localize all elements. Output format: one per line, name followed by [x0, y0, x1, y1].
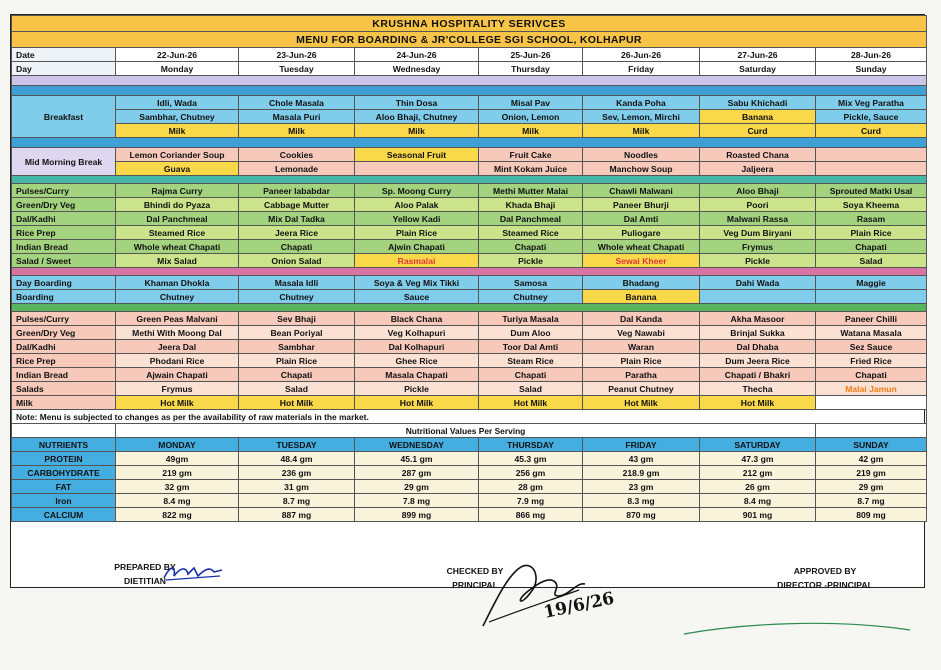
dinner-item: Ajwain Chapati — [116, 368, 239, 382]
dinner-label: Salads — [12, 382, 116, 396]
breakfast-item: Thin Dosa — [355, 96, 479, 110]
dinner-item — [816, 396, 927, 410]
date-cell: 24-Jun-26 — [355, 48, 479, 62]
nutrition-title-row — [12, 424, 927, 438]
breakfast-row — [12, 110, 927, 124]
lunch-item: Salad — [816, 254, 927, 268]
nutrient-value: 809 mg — [816, 508, 927, 522]
breakfast-item: Masala Puri — [239, 110, 355, 124]
nutrient-value: 7.9 mg — [479, 494, 583, 508]
lunch-row — [12, 240, 927, 254]
org-title: KRUSHNA HOSPITALITY SERIVCES — [12, 16, 927, 32]
lunch-item: Sp. Moong Curry — [355, 184, 479, 198]
lunch-item: Cabbage Mutter — [239, 198, 355, 212]
boarding-item: Masala Idli — [239, 276, 355, 290]
dinner-item: Chapati — [479, 368, 583, 382]
director-signature — [680, 600, 920, 650]
lunch-item: Malwani Rassa — [700, 212, 816, 226]
mid-morning-item: Jaljeera — [700, 162, 816, 176]
lunch-label: Dal/Kadhi — [12, 212, 116, 226]
dinner-item: Steam Rice — [479, 354, 583, 368]
breakfast-item: Milk — [116, 124, 239, 138]
nutrition-day: SUNDAY — [816, 438, 927, 452]
nutrient-value: 47.3 gm — [700, 452, 816, 466]
date-cell: 28-Jun-26 — [816, 48, 927, 62]
nutrient-value: 29 gm — [355, 480, 479, 494]
mid-morning-row — [12, 148, 927, 162]
dinner-item: Hot Milk — [116, 396, 239, 410]
mid-morning-item — [816, 162, 927, 176]
dinner-item: Fried Rice — [816, 354, 927, 368]
blue-separator — [12, 86, 927, 96]
day-cell: Saturday — [700, 62, 816, 76]
lunch-item: Chapati — [239, 240, 355, 254]
dinner-label: Indian Bread — [12, 368, 116, 382]
lunch-item: Onion Salad — [239, 254, 355, 268]
breakfast-item: Pickle, Sauce — [816, 110, 927, 124]
nutrient-value: 287 gm — [355, 466, 479, 480]
boarding-item: Chutney — [479, 290, 583, 304]
mid-morning-item: Manchow Soup — [583, 162, 700, 176]
dietitian-signature — [160, 560, 230, 584]
nutrient-value: 212 gm — [700, 466, 816, 480]
lunch-item: Aloo Bhaji — [700, 184, 816, 198]
lunch-item: Chapati — [479, 240, 583, 254]
breakfast-item: Sambhar, Chutney — [116, 110, 239, 124]
lunch-item: Poori — [700, 198, 816, 212]
dinner-item: Sambhar — [239, 340, 355, 354]
mid-morning-item: Lemon Coriander Soup — [116, 148, 239, 162]
nutrition-title: Nutritional Values Per Serving — [116, 424, 816, 438]
dinner-label: Milk — [12, 396, 116, 410]
breakfast-item: Milk — [239, 124, 355, 138]
day-cell: Friday — [583, 62, 700, 76]
breakfast-item: Curd — [700, 124, 816, 138]
dinner-item: Plain Rice — [583, 354, 700, 368]
day-cell: Monday — [116, 62, 239, 76]
breakfast-row — [12, 124, 927, 138]
dinner-item: Dum Jeera Rice — [700, 354, 816, 368]
lunch-row — [12, 226, 927, 240]
menu-title: MENU FOR BOARDING & JR'COLLEGE SGI SCHOOL, KOLHAPUR — [12, 32, 927, 48]
approved-by — [770, 564, 880, 592]
lunch-row — [12, 184, 927, 198]
lunch-item: Rasam — [816, 212, 927, 226]
dinner-label: Rice Prep — [12, 354, 116, 368]
dinner-item: Chapati — [239, 368, 355, 382]
mid-morning-row — [12, 162, 927, 176]
breakfast-item: Aloo Bhaji, Chutney — [355, 110, 479, 124]
dinner-item: Jeera Dal — [116, 340, 239, 354]
pink-separator — [12, 268, 927, 276]
lunch-item: Yellow Kadi — [355, 212, 479, 226]
nutrient-value: 23 gm — [583, 480, 700, 494]
nutrient-value: 45.1 gm — [355, 452, 479, 466]
boarding-item: Chutney — [116, 290, 239, 304]
breakfast-item: Milk — [583, 124, 700, 138]
checked-by-role: PRINCIPAL — [452, 580, 498, 590]
lunch-item: Paneer Bhurji — [583, 198, 700, 212]
day-cell: Sunday — [816, 62, 927, 76]
lunch-item: Pickle — [700, 254, 816, 268]
date-cell: 23-Jun-26 — [239, 48, 355, 62]
breakfast-item: Curd — [816, 124, 927, 138]
nutrition-spacer — [816, 424, 927, 438]
nutrition-day: WEDNESDAY — [355, 438, 479, 452]
nutrition-spacer — [12, 424, 116, 438]
lunch-item: Bhindi do Pyaza — [116, 198, 239, 212]
lunch-item: Dal Panchmeal — [116, 212, 239, 226]
approved-by-role: DIRECTOR -PRINCIPAL — [777, 580, 873, 590]
nutrient-value: 42 gm — [816, 452, 927, 466]
mid-morning-label: Mid Morning Break — [12, 148, 116, 176]
dinner-label: Green/Dry Veg — [12, 326, 116, 340]
lunch-item: Veg Dum Biryani — [700, 226, 816, 240]
mid-morning-item: Guava — [116, 162, 239, 176]
nutrient-value: 866 mg — [479, 508, 583, 522]
boarding-item: Samosa — [479, 276, 583, 290]
lunch-row — [12, 254, 927, 268]
nutrient-value: 26 gm — [700, 480, 816, 494]
dinner-item: Waran — [583, 340, 700, 354]
nutrient-value: 7.8 mg — [355, 494, 479, 508]
dinner-item: Paratha — [583, 368, 700, 382]
breakfast-item: Chole Masala — [239, 96, 355, 110]
separator-row — [12, 268, 927, 276]
blue-separator — [12, 138, 927, 148]
breakfast-item: Sev, Lemon, Mirchi — [583, 110, 700, 124]
nutrient-value: 8.4 mg — [116, 494, 239, 508]
nutrient-name: CALCIUM — [12, 508, 116, 522]
date-cell: 27-Jun-26 — [700, 48, 816, 62]
lunch-item: Sprouted Matki Usal — [816, 184, 927, 198]
dinner-row — [12, 340, 927, 354]
dinner-item: Paneer Chilli — [816, 312, 927, 326]
mid-morning-item: Fruit Cake — [479, 148, 583, 162]
approved-by-label: APPROVED BY — [793, 566, 857, 576]
lunch-item: Sewai Kheer — [583, 254, 700, 268]
dinner-item: Bean Poriyal — [239, 326, 355, 340]
lunch-label: Indian Bread — [12, 240, 116, 254]
boarding-item: Khaman Dhokla — [116, 276, 239, 290]
breakfast-item: Idli, Wada — [116, 96, 239, 110]
dinner-item: Hot Milk — [479, 396, 583, 410]
dinner-item: Toor Dal Amti — [479, 340, 583, 354]
dinner-item: Sev Bhaji — [239, 312, 355, 326]
dinner-item: Veg Kolhapuri — [355, 326, 479, 340]
dinner-item: Hot Milk — [355, 396, 479, 410]
lunch-item: Rasmalai — [355, 254, 479, 268]
nutrient-value: 870 mg — [583, 508, 700, 522]
lavender-separator — [12, 76, 927, 86]
nutrition-day: TUESDAY — [239, 438, 355, 452]
dinner-item: Hot Milk — [700, 396, 816, 410]
lunch-item: Rajma Curry — [116, 184, 239, 198]
nutrient-value: 8.7 mg — [239, 494, 355, 508]
dinner-item: Methi With Moong Dal — [116, 326, 239, 340]
dinner-item: Hot Milk — [583, 396, 700, 410]
menu-note: Note: Menu is subjected to changes as per the availability of raw materials in the market. — [12, 410, 927, 424]
lunch-item: Plain Rice — [355, 226, 479, 240]
nutrient-value: 49gm — [116, 452, 239, 466]
nutrition-day: SATURDAY — [700, 438, 816, 452]
dinner-row — [12, 312, 927, 326]
nutrient-value: 219 gm — [816, 466, 927, 480]
dinner-item: Dal Kolhapuri — [355, 340, 479, 354]
lunch-item: Mix Salad — [116, 254, 239, 268]
boarding-item: Maggie — [816, 276, 927, 290]
dinner-item: Green Peas Malvani — [116, 312, 239, 326]
breakfast-item: Kanda Poha — [583, 96, 700, 110]
separator-row — [12, 138, 927, 148]
mid-morning-item: Seasonal Fruit — [355, 148, 479, 162]
boarding-label: Day Boarding — [12, 276, 116, 290]
boarding-row — [12, 276, 927, 290]
nutrient-name: FAT — [12, 480, 116, 494]
day-cell: Tuesday — [239, 62, 355, 76]
breakfast-item: Onion, Lemon — [479, 110, 583, 124]
nutrient-value: 822 mg — [116, 508, 239, 522]
nutrition-day: THURSDAY — [479, 438, 583, 452]
title-row — [12, 32, 927, 48]
dinner-row — [12, 396, 927, 410]
separator-row — [12, 86, 927, 96]
boarding-item: Banana — [583, 290, 700, 304]
dinner-item: Frymus — [116, 382, 239, 396]
lunch-label: Rice Prep — [12, 226, 116, 240]
nutrient-value: 8.7 mg — [816, 494, 927, 508]
nutrition-row — [12, 466, 927, 480]
nutrients-header: NUTRIENTS — [12, 438, 116, 452]
dinner-item: Dal Kanda — [583, 312, 700, 326]
dinner-item: Phodani Rice — [116, 354, 239, 368]
lunch-item: Jeera Rice — [239, 226, 355, 240]
nutrient-value: 45.3 gm — [479, 452, 583, 466]
nutrient-value: 48.4 gm — [239, 452, 355, 466]
boarding-row — [12, 290, 927, 304]
dinner-item: Akha Masoor — [700, 312, 816, 326]
breakfast-item: Banana — [700, 110, 816, 124]
lunch-label: Green/Dry Veg — [12, 198, 116, 212]
nutrient-value: 887 mg — [239, 508, 355, 522]
day-row — [12, 62, 927, 76]
dinner-item: Hot Milk — [239, 396, 355, 410]
dinner-item: Salad — [239, 382, 355, 396]
mid-morning-item: Lemonade — [239, 162, 355, 176]
nutrient-value: 8.4 mg — [700, 494, 816, 508]
nutrient-name: CARBOHYDRATE — [12, 466, 116, 480]
boarding-item — [816, 290, 927, 304]
dinner-item: Brinjal Sukka — [700, 326, 816, 340]
dinner-item: Chapati — [816, 368, 927, 382]
lunch-row — [12, 212, 927, 226]
date-cell: 25-Jun-26 — [479, 48, 583, 62]
nutrition-header-row — [12, 438, 927, 452]
lunch-item: Whole wheat Chapati — [116, 240, 239, 254]
mid-morning-item: Roasted Chana — [700, 148, 816, 162]
nutrient-value: 899 mg — [355, 508, 479, 522]
nutrient-value: 219 gm — [116, 466, 239, 480]
lunch-item: Plain Rice — [816, 226, 927, 240]
lunch-item: Steamed Rice — [479, 226, 583, 240]
date-label: Date — [12, 48, 116, 62]
dinner-row — [12, 354, 927, 368]
lunch-item: Dal Amti — [583, 212, 700, 226]
boarding-item: Sauce — [355, 290, 479, 304]
breakfast-item: Milk — [355, 124, 479, 138]
menu-table — [11, 15, 927, 522]
mid-morning-item: Cookies — [239, 148, 355, 162]
date-cell: 26-Jun-26 — [583, 48, 700, 62]
dinner-item: Peanut Chutney — [583, 382, 700, 396]
boarding-item: Dahi Wada — [700, 276, 816, 290]
lunch-label: Salad / Sweet — [12, 254, 116, 268]
nutrient-value: 256 gm — [479, 466, 583, 480]
dinner-item: Plain Rice — [239, 354, 355, 368]
lunch-item: Chapati — [816, 240, 927, 254]
separator-row — [12, 304, 927, 312]
note-row — [12, 410, 927, 424]
lunch-item: Paneer lababdar — [239, 184, 355, 198]
dinner-item: Turiya Masala — [479, 312, 583, 326]
dinner-item: Ghee Rice — [355, 354, 479, 368]
nutrient-value: 43 gm — [583, 452, 700, 466]
breakfast-item: Milk — [479, 124, 583, 138]
boarding-item: Bhadang — [583, 276, 700, 290]
prepared-by-role: DIETITIAN — [123, 576, 166, 586]
nutrient-name: Iron — [12, 494, 116, 508]
dinner-row — [12, 368, 927, 382]
dinner-item: Chapati / Bhakri — [700, 368, 816, 382]
lunch-item: Dal Panchmeal — [479, 212, 583, 226]
dinner-item: Masala Chapati — [355, 368, 479, 382]
nutrient-value: 8.3 mg — [583, 494, 700, 508]
lunch-item: Whole wheat Chapati — [583, 240, 700, 254]
checked-by-label: CHECKED BY — [446, 566, 504, 576]
lunch-item: Soya Kheema — [816, 198, 927, 212]
title-row — [12, 16, 927, 32]
nutrient-value: 236 gm — [239, 466, 355, 480]
lunch-item: Ajwin Chapati — [355, 240, 479, 254]
menu-sheet — [10, 14, 925, 588]
separator-row — [12, 76, 927, 86]
nutrition-day: FRIDAY — [583, 438, 700, 452]
date-cell: 22-Jun-26 — [116, 48, 239, 62]
mid-morning-item — [816, 148, 927, 162]
dinner-item: Malai Jamun — [816, 382, 927, 396]
dinner-item: Dum Aloo — [479, 326, 583, 340]
dinner-label: Pulses/Curry — [12, 312, 116, 326]
dinner-row — [12, 382, 927, 396]
separator-row — [12, 176, 927, 184]
nutrient-value: 901 mg — [700, 508, 816, 522]
dinner-item: Pickle — [355, 382, 479, 396]
nutrition-row — [12, 452, 927, 466]
principal-date: 19/6/26 — [541, 588, 617, 623]
dinner-label: Dal/Kadhi — [12, 340, 116, 354]
date-row — [12, 48, 927, 62]
lunch-item: Chawli Malwani — [583, 184, 700, 198]
day-label: Day — [12, 62, 116, 76]
dinner-item: Dal Dhaba — [700, 340, 816, 354]
nutrient-value: 32 gm — [116, 480, 239, 494]
green-separator — [12, 304, 927, 312]
nutrient-value: 31 gm — [239, 480, 355, 494]
dinner-row — [12, 326, 927, 340]
lunch-item: Khada Bhaji — [479, 198, 583, 212]
dinner-item: Sez Sauce — [816, 340, 927, 354]
mid-morning-item — [355, 162, 479, 176]
breakfast-item: Misal Pav — [479, 96, 583, 110]
lunch-item: Puliogare — [583, 226, 700, 240]
principal-signature — [475, 562, 625, 634]
dinner-item: Watana Masala — [816, 326, 927, 340]
day-cell: Wednesday — [355, 62, 479, 76]
lunch-item: Pickle — [479, 254, 583, 268]
lunch-row — [12, 198, 927, 212]
nutrient-name: PROTEIN — [12, 452, 116, 466]
nutrition-row — [12, 494, 927, 508]
dinner-item: Thecha — [700, 382, 816, 396]
dinner-item: Veg Nawabi — [583, 326, 700, 340]
breakfast-row — [12, 96, 927, 110]
lunch-item: Frymus — [700, 240, 816, 254]
boarding-item: Chutney — [239, 290, 355, 304]
breakfast-item: Sabu Khichadi — [700, 96, 816, 110]
boarding-item — [700, 290, 816, 304]
mid-morning-item: Noodles — [583, 148, 700, 162]
lunch-item: Methi Mutter Malai — [479, 184, 583, 198]
breakfast-label: Breakfast — [12, 96, 116, 138]
boarding-item: Soya & Veg Mix Tikki — [355, 276, 479, 290]
teal-separator — [12, 176, 927, 184]
nutrient-value: 28 gm — [479, 480, 583, 494]
lunch-item: Steamed Rice — [116, 226, 239, 240]
lunch-item: Aloo Palak — [355, 198, 479, 212]
menu-body — [12, 16, 927, 522]
nutrient-value: 218.9 gm — [583, 466, 700, 480]
nutrition-day: MONDAY — [116, 438, 239, 452]
mid-morning-item: Mint Kokam Juice — [479, 162, 583, 176]
boarding-label: Boarding — [12, 290, 116, 304]
breakfast-item: Mix Veg Paratha — [816, 96, 927, 110]
prepared-by-label: PREPARED BY — [114, 562, 176, 572]
dinner-item: Salad — [479, 382, 583, 396]
lunch-label: Pulses/Curry — [12, 184, 116, 198]
lunch-item: Mix Dal Tadka — [239, 212, 355, 226]
dinner-item: Black Chana — [355, 312, 479, 326]
nutrition-row — [12, 480, 927, 494]
day-cell: Thursday — [479, 62, 583, 76]
nutrition-row — [12, 508, 927, 522]
nutrient-value: 29 gm — [816, 480, 927, 494]
